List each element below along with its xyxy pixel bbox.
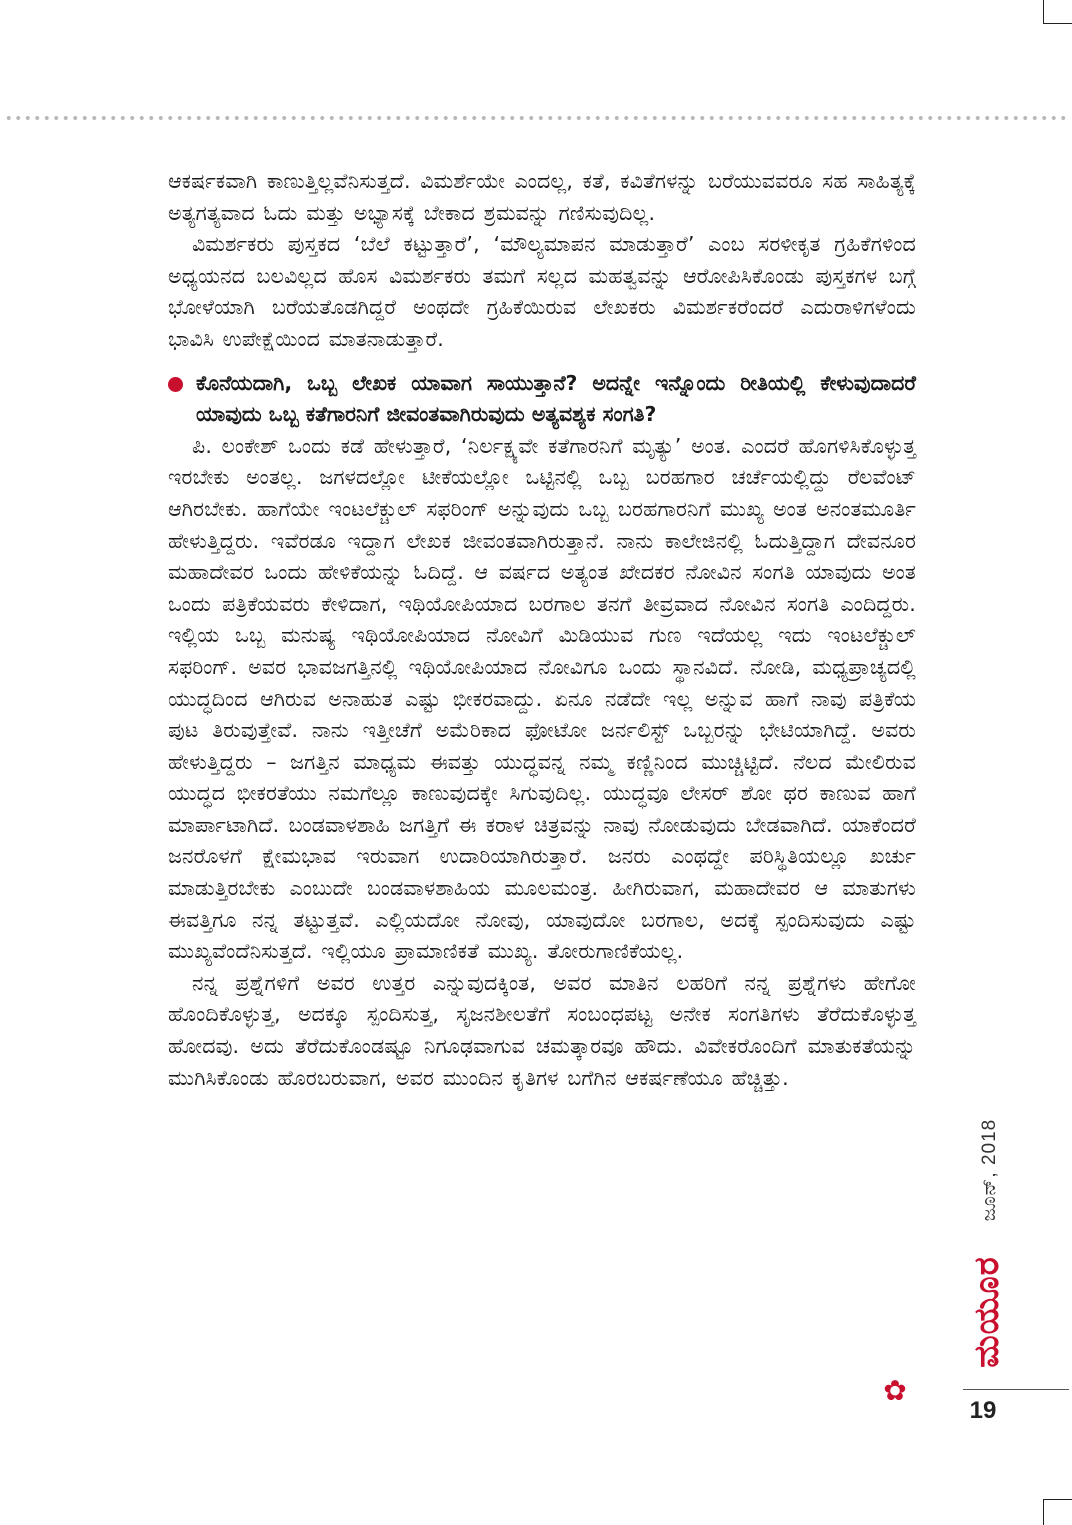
crop-mark-top-right <box>1043 0 1072 24</box>
paragraph-4: ನನ್ನ ಪ್ರಶ್ನೆಗಳಿಗೆ ಅವರ ಉತ್ತರ ಎನ್ನುವುದಕ್ಕಿಂತ, ಅವರ ಮಾತಿನ ಲಹರಿಗೆ ನನ್ನ ಪ್ರಶ್ನೆಗಳು ಹೇಗೋ ಹೊಂದಿಕೊಳ್ಳುತ್ತ, ಅದಕ್ಕೂ ಸ್ಪಂದಿಸುತ್ತ, ಸೃಜನಶೀಲತೆಗೆ ಸಂಬಂಧಪಟ್ಟ ಅನೇಕ ಸಂಗತಿಗಳು ತೆರೆದುಕೊಳ್ಳುತ್ತ ಹೋದವು. ಅದು ತೆರೆದುಕೊಂಡಷ್ಟೂ ನಿಗೂಢವಾಗುವ ಚಮತ್ಕಾರವೂ ಹೌದು. ವಿವೇಕರೊಂದಿಗೆ ಮಾತುಕತೆಯನ್ನು ಮುಗಿಸಿಕೊಂಡು ಹೊರಬರುವಾಗ, ಅವರ ಮುಂದಿನ ಕೃತಿಗಳ ಬಗೆಗಿನ ಆಕರ್ಷಣೆಯೂ ಹೆಚ್ಚಿತ್ತು. <box>168 970 916 1090</box>
issue-date: ಜೂನ್, 2018 <box>979 1118 1000 1222</box>
crop-mark-bottom-right <box>1043 1499 1072 1525</box>
magazine-logo: ಮಯೂರ <box>967 1256 1007 1368</box>
footer-rule <box>963 1389 1069 1390</box>
dotted-divider <box>4 115 1068 121</box>
question-text: ಕೊನೆಯದಾಗಿ, ಒಬ್ಬ ಲೇಖಕ ಯಾವಾಗ ಸಾಯುತ್ತಾನೆ? ಅದನ್ನೇ ಇನ್ನೊಂದು ರೀತಿಯಲ್ಲಿ ಕೇಳುವುದಾದರೆ ಯಾವುದು ಒಬ್ಬ ಕತೆಗಾರನಿಗೆ ಜೀವಂತವಾಗಿರುವುದು ಅತ್ಯವಶ್ಯಕ ಸಂಗತಿ? <box>196 370 916 427</box>
paragraph-1: ಆಕರ್ಷಕವಾಗಿ ಕಾಣುತ್ತಿಲ್ಲವೆನಿಸುತ್ತದೆ. ವಿಮರ್ಶೆಯೇ ಎಂದಲ್ಲ, ಕತೆ, ಕವಿತೆಗಳನ್ನು ಬರೆಯುವವರೂ ಸಹ ಸಾಹಿತ್ಯಕ್ಕೆ ಅತ್ಯಗತ್ಯವಾದ ಓದು ಮತ್ತು ಅಭ್ಯಾಸಕ್ಕೆ ಬೇಕಾದ ಶ್ರಮವನ್ನು ಗಣಿಸುವುದಿಲ್ಲ. <box>168 169 916 225</box>
interview-question <box>168 368 916 431</box>
bullet-icon <box>168 377 183 392</box>
page-number: 19 <box>969 1397 997 1424</box>
paragraph-3: ಪಿ. ಲಂಕೇಶ್ ಒಂದು ಕಡೆ ಹೇಳುತ್ತಾರೆ, ‘ನಿರ್ಲಕ್ಷ್ಯವೇ ಕತೆಗಾರನಿಗೆ ಮೃತ್ಯು’ ಅಂತ. ಎಂದರೆ ಹೊಗಳಿಸಿಕೊಳ್ಳುತ್ತ ಇರಬೇಕು ಅಂತಲ್ಲ. ಜಗಳದಲ್ಲೋ ಟೀಕೆಯಲ್ಲೋ ಒಟ್ಟಿನಲ್ಲಿ ಒಬ್ಬ ಬರಹಗಾರ ಚರ್ಚೆಯಲ್ಲಿದ್ದು ರೆಲವೆಂಟ್ ಆಗಿರಬೇಕು. ಹಾಗೆಯೇ ಇಂಟಲೆಕ್ಚುಲ್ ಸಫರಿಂಗ್ ಅನ್ನುವುದು ಒಬ್ಬ ಬರಹಗಾರನಿಗೆ ಮುಖ್ಯ ಅಂತ ಅನಂತಮೂರ್ತಿ ಹೇಳುತ್ತಿದ್ದರು. ಇವೆರಡೂ ಇದ್ದಾಗ ಲೇಖಕ ಜೀವಂತವಾಗಿರುತ್ತಾನೆ. ನಾನು ಕಾಲೇಜಿನಲ್ಲಿ ಓದುತ್ತಿದ್ದಾಗ ದೇವನೂರ ಮಹಾದೇವರ ಒಂದು ಹೇಳಿಕೆಯನ್ನು ಓದಿದ್ದೆ. ಆ ವರ್ಷದ ಅತ್ಯಂತ ಖೇದಕರ ನೋವಿನ ಸಂಗತಿ ಯಾವುದು ಅಂತ ಒಂದು ಪತ್ರಿಕೆಯವರು ಕೇಳಿದಾಗ, ಇಥಿಯೋಪಿಯಾದ ಬರಗಾಲ ತನಗೆ ತೀವ್ರವಾದ ನೋವಿನ ಸಂಗತಿ ಎಂದಿದ್ದರು. ಇಲ್ಲಿಯ ಒಬ್ಬ ಮನುಷ್ಯ ಇಥಿಯೋಪಿಯಾದ ನೋವಿಗೆ ಮಿಡಿಯುವ ಗುಣ ಇದೆಯಲ್ಲ ಇದು ಇಂಟಲೆಕ್ಚುಲ್ ಸಫರಿಂಗ್. ಅವರ ಭಾವಜಗತ್ತಿನಲ್ಲಿ ಇಥಿಯೋಪಿಯಾದ ನೋವಿಗೂ ಒಂದು ಸ್ಥಾನವಿದೆ. ನೋಡಿ, ಮಧ್ಯಪ್ರಾಚ್ಯದಲ್ಲಿ ಯುದ್ಧದಿಂದ ಆಗಿರುವ ಅನಾಹುತ ಎಷ್ಟು ಭೀಕರವಾದ್ದು. ಏನೂ ನಡೆದೇ ಇಲ್ಲ ಅನ್ನುವ ಹಾಗೆ ನಾವು ಪತ್ರಿಕೆಯ ಪುಟ ತಿರುವುತ್ತೇವೆ. ನಾನು ಇತ್ತೀಚೆಗೆ ಅಮೆರಿಕಾದ ಫೋಟೋ ಜರ್ನಲಿಸ್ಟ್ ಒಬ್ಬರನ್ನು ಭೇಟಿಯಾಗಿದ್ದೆ. ಅವರು ಹೇಳುತ್ತಿದ್ದರು – ಜಗತ್ತಿನ ಮಾಧ್ಯಮ ಈವತ್ತು ಯುದ್ಧವನ್ನ ನಮ್ಮ ಕಣ್ಣಿನಿಂದ ಮುಚ್ಚಿಟ್ಟಿದೆ. ನೆಲದ ಮೇಲಿರುವ ಯುದ್ಧದ ಭೀಕರತೆಯು ನಮಗೆಲ್ಲೂ ಕಾಣುವುದಕ್ಕೇ ಸಿಗುವುದಿಲ್ಲ. ಯುದ್ಧವೂ ಲೇಸರ್ ಶೋ ಥರ ಕಾಣುವ ಹಾಗೆ ಮಾರ್ಪಾಟಾಗಿದೆ. ಬಂಡವಾಳಶಾಹಿ ಜಗತ್ತಿಗೆ ಈ ಕರಾಳ ಚಿತ್ರವನ್ನು ನಾವು ನೋಡುವುದು ಬೇಡವಾಗಿದೆ. ಯಾಕೆಂದರೆ ಜನರೊಳಗೆ ಕ್ಷೇಮಭಾವ ಇರುವಾಗ ಉದಾರಿಯಾಗಿರುತ್ತಾರೆ. ಜನರು ಎಂಥದ್ದೇ ಪರಿಸ್ಥಿತಿಯಲ್ಲೂ ಖರ್ಚು ಮಾಡುತ್ತಿರಬೇಕು ಎಂಬುದೇ ಬಂಡವಾಳಶಾಹಿಯ ಮೂಲಮಂತ್ರ. ಹೀಗಿರುವಾಗ, ಮಹಾದೇವರ ಆ ಮಾತುಗಳು ಈವತ್ತಿಗೂ ನನ್ನ ತಟ್ಟುತ್ತವೆ. ಎಲ್ಲಿಯದೋ ನೋವು, ಯಾವುದೋ ಬರಗಾಲ, ಅದಕ್ಕೆ ಸ್ಪಂದಿಸುವುದು ಎಷ್ಟು ಮುಖ್ಯವೆಂದೆನಿಸುತ್ತದೆ. ಇಲ್ಲಿಯೂ ಪ್ರಾಮಾಣಿಕತೆ ಮುಖ್ಯ. ತೋರುಗಾಣಿಕೆಯಲ್ಲ. <box>168 433 916 964</box>
flower-end-icon: ✿ <box>883 1374 907 1407</box>
article-body <box>168 166 916 1094</box>
paragraph-2: ವಿಮರ್ಶಕರು ಪುಸ್ತಕದ ‘ಬೆಲೆ ಕಟ್ಟುತ್ತಾರೆ’, ‘ಮೌಲ್ಯಮಾಪನ ಮಾಡುತ್ತಾರೆ’ ಎಂಬ ಸರಳೀಕೃತ ಗ್ರಹಿಕೆಗಳಿಂದ ಅಧ್ಯಯನದ ಬಲವಿಲ್ಲದ ಹೊಸ ವಿಮರ್ಶಕರು ತಮಗೆ ಸಲ್ಲದ ಮಹತ್ವವನ್ನು ಆರೋಪಿಸಿಕೊಂಡು ಪುಸ್ತಕಗಳ ಬಗ್ಗೆ ಭೋಳೆಯಾಗಿ ಬರೆಯತೊಡಗಿದ್ದರೆ ಅಂಥದೇ ಗ್ರಹಿಕೆಯಿರುವ ಲೇಖಕರು ವಿಮರ್ಶಕರೆಂದರೆ ಎದುರಾಳಿಗಳೆಂದು ಭಾವಿಸಿ ಉಪೇಕ್ಷೆಯಿಂದ ಮಾತನಾಡುತ್ತಾರೆ. <box>168 232 916 351</box>
